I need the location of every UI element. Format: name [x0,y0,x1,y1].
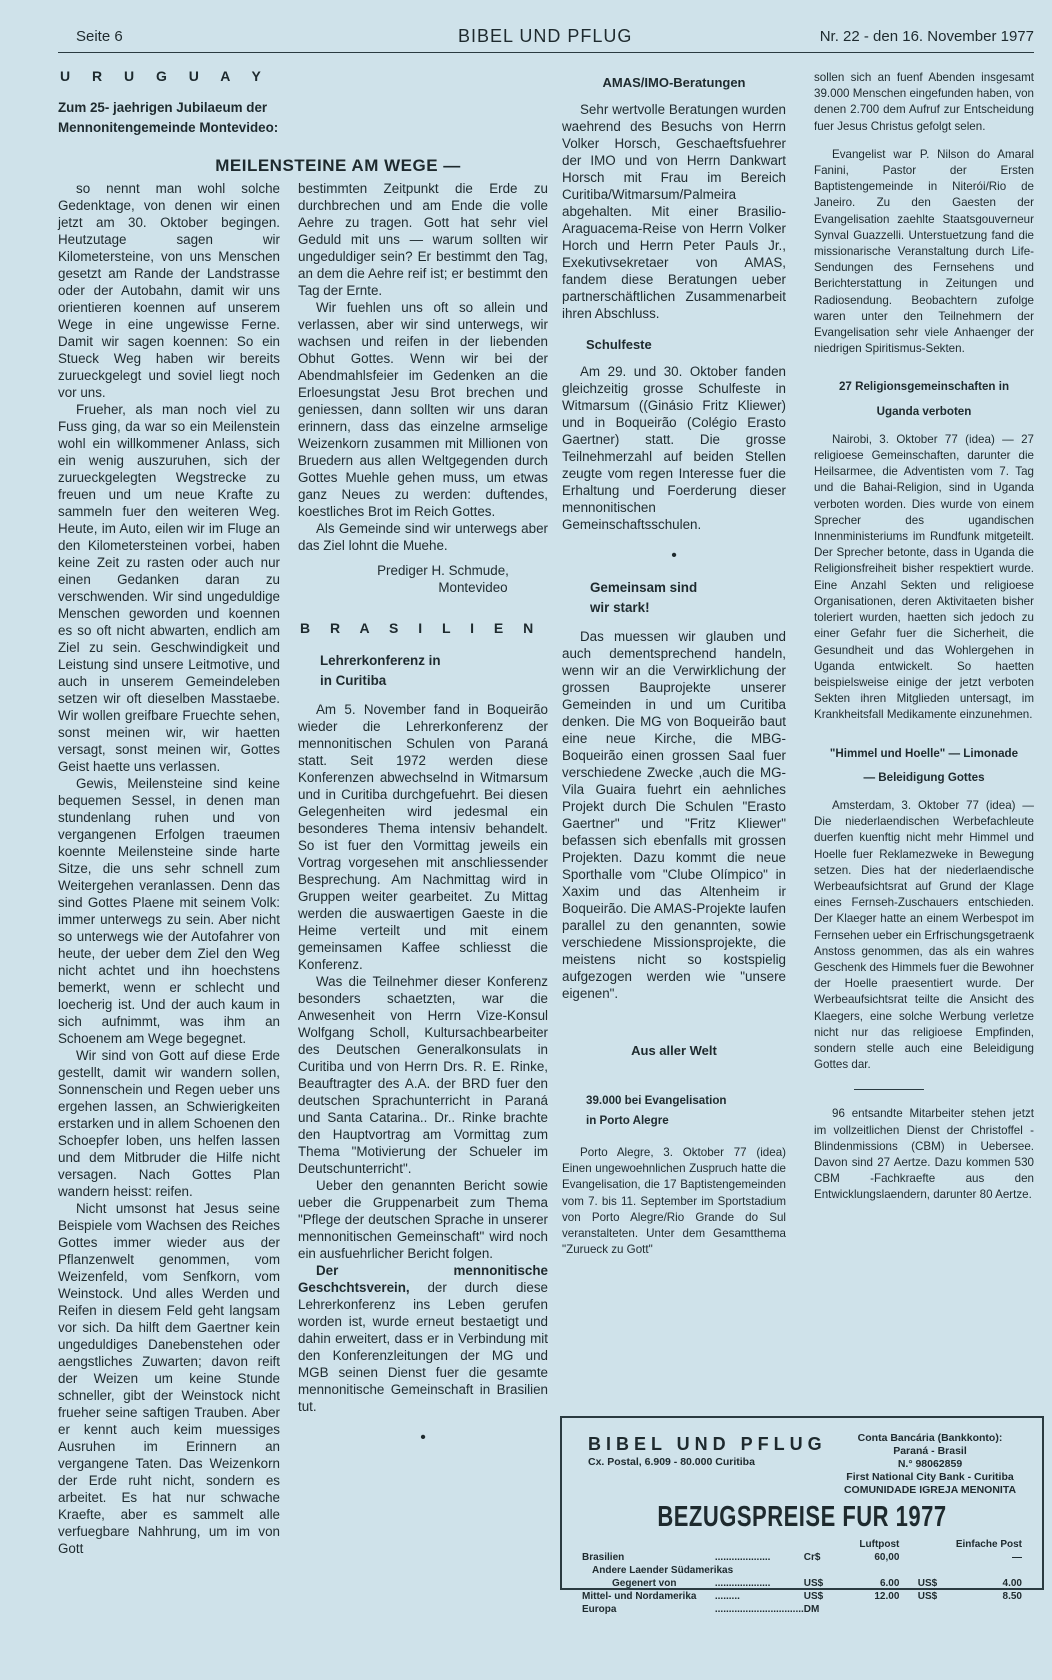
region-label: Gegenert von [612,1578,677,1589]
uganda-heading-2: Uganda verboten [876,404,972,418]
paragraph: bestimmten Zeitpunkt die Erde zu durchbrechen und am Ende die volle Aehre zu tragen. Gott hat sehr viel Geduld mit uns — warum sollten wir ungeduldiger sein? Er bestimmt den Tag, an dem die Aehre reif ist; er bestimmt den Tag der Ernte. [298,181,548,298]
region-label: Mittel- und Nordamerika [582,1591,697,1602]
account-name: COMUNIDADE IGREJA MENONITA [843,1484,1017,1496]
paragraph: Am 29. und 30. Oktober fanden gleichzeitig grosse Schulfeste in Witmarsum ((Ginásio Fritz Kliewer) und in Boqueirão (Colégio Erasto Gaertner) statt. Die grosse Teilnehmerzahl auf beiden Stellen zeugte vom regen Interesse fuer die Erhaltung und Foerderung dieser mennonitischen Gemeinschaftsschulen. [562,364,786,532]
price-row [582,1603,1022,1616]
author-signature [298,562,548,596]
paragraph: so nennt man wohl solche Gedenktage, von denen wir einen jetzt am 30. Oktober begingen. Heutzutage sagen wir Kilometersteine, von uns Menschen gesetzt am Rande der Landstrasse oder der Autobahn, damit wir uns orientieren koennen auf unserem Wege in eine ungewisse Ferne. Damit wir sagen koennen: So ein Stueck Weg haben wir bereits zurueckgelegt und soviel liegt noch vor uns. [58,181,280,400]
paragraph: Frueher, als man noch viel zu Fuss ging, da war so ein Meilenstein wohl ein willkommener Anlass, sich ein wenig auszuruhen, sich der zurueckgelegten Wegstrecke zu freuen und um neue Krafte zu sammeln fuer den weiteren Weg. Heute, im Auto, eilen wir im Fluge an den Kilometersteinen vorbei, haben keine Zeit zu rasten oder auch nur einen Gedanken daran zu verschwenden. Wir sind ungeduldige Menschen geworden und koennen es so oft nicht abwarten, endlich am Ziel zu sein. Geschwindigkeit und Leistung sind unsere Leitmotive, und auch in unserem Gemeindeleben setzen wir oft dieselben Masstaebe. Wir wollen greifbare Fruechte sehen, sonst meinen wir, wir haetten versagt, sonst meinen wir, Gottes Geist haette uns verlassen. [58,402,280,774]
himmel-heading-2: — Beleidigung Gottes [863,770,985,784]
paragraph: Gewis, Meilensteine sind keine bequemen Sessel, in denen man stundenlang ruhen und von vergangenen Erfolgen traeumen koennte Meilensteine sinde harte Sitze, die uns sehr schnell zum Weitergehen veranlassen. Denn das sind Gottes Plaene mit seinem Volk: immer unterwegs zu sein. Aber nicht so unterwegs wie der Autofahrer von heute, der ueber dem Ziel den Weg nicht achtet und ihn hoechstens bemerkt, wenn er schlecht und loecherig ist. Und der auch kaum in sich aufnimmt, was ihm an Schoenem am Wege begegnet. [58,776,280,1046]
currency: US$ [803,1578,824,1589]
himmel-heading-1: "Himmel und Hoelle" — Limonade [829,746,1019,760]
column-four [814,70,1034,1204]
uganda-heading-1: 27 Religionsgemeinschaften in [838,380,1010,394]
end-dot: • [420,1429,426,1446]
brasilien-subtitle-1: Lehrerkonferenz in [320,653,441,668]
divider-rule [854,1089,924,1090]
paragraph: Amsterdam, 3. Oktober 77 (idea) — Die niederlaendischen Werbefachleute duerfen kuenftig nicht mehr Himmel und Hoelle fuer Reklamezweke in Bewegung setzen. Dies hat der niederlaendische Werbeaufsichtsrat auf Grund der Klage eines Fernseh-Zuschauers entschieden. Der Klaeger hatte an einem Werbespot im Fernsehen ueber ein Erfrischungsgetraenk Anstoss genommen, das als ein wahres Geschenk des Himmels fuer die Bewohner der Hoelle praesentiert wurde. Der Werbeaufsichtsrat teilte die Ansicht des Klaegers, eine solche Werbung verletze nicht nur das religioese Empfinden, sondern stelle auch eine Beleidigung Gottes dar. [814,798,1034,1072]
price-row [582,1577,1022,1590]
paragraph: Ueber den genannten Bericht sowie ueber die Gruppenarbeit zum Thema "Pflege der deutschen Sprache in unserer mennonitischen Gemeinschaft" wird noch ein ausfuehrlicher Bericht folgen. [298,1178,548,1261]
article-headline: MEILENSTEINE AM WEGE — [215,156,461,175]
price-einfache: 4.00 [1002,1578,1022,1589]
porto-alegre-heading-1: 39.000 bei Evangelisation [586,1094,727,1107]
currency: DM [803,1604,820,1615]
page-number: Seite 6 [76,28,123,45]
paragraph: Wir fuehlen uns oft so allein und verlassen, aber wir sind unterwegs, wir wachsen und reifen in der liebenden Obhut Gottes. Wenn wir bei der Abendmahlsfeier im Gedenken an die Erloesungstat Jesu Brot brechen und geniessen, dann sollten wir uns daran erinnern, dass das einzelne armselige Weizenkorn zusammen mit Millionen von Bruedern aus allen Weltgegenden durch Gottes Muehle gehen muss, um etwas ganz Neues zu werden: duftendes, koestliches Brot im Reich Gottes. [298,300,548,519]
verein-text: der durch diese Lehrerkonferenz ins Leben gerufen worden ist, wurde erneut bestaetigt und dahin erweitert, dass er in Verbindung mit den Konferenzleitungen der MG und MGB seinen Dienst fuer die gesamte mennonitische Gemeinschaft in Brasilien tut. [298,1280,548,1414]
paragraph: Sehr wertvolle Beratungen wurden waehrend des Besuchs von Herrn Volker Horsch, Geschaeftsfuehrer der IMO und von Herrn Dankwart Horsch mit Frau im Bereich Curitiba/Witmarsum/Palmeira abgehalten. Mit einer Brasilio-Araguacema-Reise von Herrn Volker Horch und Herrn Peter Pauls Jr., Exekutivsekretaer von AMAS, fandem diese Beratungen ueber partnerschäftlichen Zusammenarbeit ihren Abschluss. [562,102,786,321]
col-luftpost: Luftpost [859,1539,900,1550]
porto-alegre-heading-2: in Porto Alegre [586,1114,669,1127]
section-kicker-brasilien: B R A S I L I E N [300,620,542,636]
currency: US$ [917,1578,938,1589]
currency: US$ [803,1591,824,1602]
paragraph: Nairobi, 3. Oktober 77 (idea) — 27 religioese Gemeinschaften, darunter die Heilsarmee, die Adventisten vom 7. Tag und die Bahai-Religion, sind in Uganda verboten worden. Dies wurde von einem Sprecher des ugandischen Innenministeriums im Rundfunk mitgeteilt. Der Sprecher betonte, dass in Uganda die Religionsfreiheit bisher respektiert wurde. Eine Anzahl Sekten und religioese Organisationen, deren Aktivitaeten bisher toleriert wurden, haetten sich jedoch zu einer Gefahr fuer die Sicherheit, die Gesundheit und das Wohlergehen in Uganda entwickelt. So haetten beispielsweise einige der jetzt verboten Sekten ihren Mitglieden untersagt, im Krankheitsfall Medikamente einzunehmen. [814,432,1034,722]
price-table [582,1538,1022,1616]
postal-address: Cx. Postal, 6.909 - 80.000 Curitiba [588,1456,755,1468]
subscription-box [560,1416,1044,1615]
gemeinsam-heading-2: wir stark! [590,600,650,615]
region-label: Andere Laender Südamerikas [592,1565,734,1576]
separator-dot: • [671,547,677,564]
author-name: Prediger H. Schmude, [377,563,509,578]
leader-dots: ................................ [714,1604,804,1615]
article-column-b [298,180,548,1460]
uruguay-article [58,68,578,1556]
box-title: BIBEL UND PFLUG [588,1434,827,1454]
region-label: Brasilien [582,1552,625,1563]
price-einfache [937,1603,1022,1616]
paragraph: sollen sich an fuenf Abenden insgesamt 39.000 Menschen eingefunden haben, von denen 2.700 dem Aufruf zur Entscheidung fuer Jesus Christus gefolgt selen. [814,71,1034,133]
section-kicker-uruguay: U R U G U A Y [60,68,270,84]
paragraph: Am 5. November fand in Boqueirão wieder die Lehrerkonferenz der mennonitischen Schulen von Paraná statt. Seit 1972 werden diese Konferenzen abwechselnd in Witmarsum und in Curitiba durchgefuehrt. Bei diesen Gelegenheiten wird jedesmal ein besonderes Thema intensiv behandelt. So ist fuer den Vormittag jeweils ein Vortrag vorgesehen mit anschliessender Besprechung. Am Nachmittag wird in Gruppen weiter gearbeitet. Zu Mittag werden die auswaertigen Gaeste in die Heime verteilt und mit einem gemeinsamen Kaffee schliesst die Konferenz. [298,702,548,972]
brasilien-article [298,620,548,1446]
price-luftpost [833,1603,900,1616]
account-number: N.° 98062859 [897,1458,963,1470]
schulfeste-heading: Schulfeste [586,337,652,352]
account-place: Paraná - Brasil [893,1445,967,1457]
account-bank: First National City Bank - Curitiba [846,1471,1014,1483]
paragraph: Nicht umsonst hat Jesus seine Beispiele vom Wachsen des Reiches Gottes immer wieder aus der Pflanzenwelt genommen, vom Weizenfeld, vom Senfkorn, vom Weinstock. Und alles Werden und Reifen in diesem Feld geht langsam vor sich. Da hilft dem Gaertner kein ungeduldiges Danebenstehen oder aengstliches Zuwarten; davon reift der Weizen um keine Stunde schneller, gibt der Weinstock nicht frueher seine saftigen Trauben. Aber er kennt auch keim muessiges Ausruhen im Erinnern an vergangene Taten. Das Weizenkorn der Erde ruht nicht, sondern es arbeitet. Es hat nur schwache Kraefte, aber es sammelt alle verfuegbare Nahhrung, um im von Gott [58,1201,280,1556]
col-einfache-post: Einfache Post [955,1539,1022,1550]
paragraph: Wir sind von Gott auf diese Erde gestellt, damit wir wandern sollen, Sonnenschein und Regen ueber uns ergehen lassen, an Schwierigkeiten erstarken und in allem Schoenen den Schoepfer loben, uns helfen lassen und dem Mitbruder die Hilfe nicht versagen. Nach Gottes Plan wandern heisst: reifen. [58,1048,280,1199]
price-row [582,1551,1022,1564]
currency [899,1551,937,1564]
leader-dots: .................... [714,1578,771,1589]
price-einfache: 8.50 [1002,1591,1022,1602]
article-subtitle-1: Zum 25- jaehrigen Jubilaeum der [58,100,268,115]
issue-date: Nr. 22 - den 16. November 1977 [819,28,1034,45]
page-header [58,22,1034,53]
paragraph: Als Gemeinde sind wir unterwegs aber das Ziel lohnt die Muehe. [298,521,548,553]
price-banner: BEZUGSPREISE FUR 1977 [657,1500,947,1533]
paragraph: 96 entsandte Mitarbeiter stehen jetzt im vollzeitlichen Dienst der Christoffel -Blindenmissions (CBM) in Uebersee. Davon sind 27 Aertze. Dazu kommen 530 CBM -Fachkraefte aus den Entwicklungslaendern, darunter 80 Aertze. [814,1107,1034,1202]
paragraph: Evangelist war P. Nilson do Amaral Fanini, Pastor der Ersten Baptistengemeinde in Niterói/Rio de Janeiro. Zu den Gaesten der Evangelisation zaehlte Staatsgouverneur Synval Guazzelli. Unterstuetzung fand die missionarische Veranstaltung durch Life-Sendungen des Fernsehens und Berichterstattung in Zeitungen und Radiosendung. Beobachtern zufolge waren unter den Teilnehmern der Evangelisation sehr viele Anhaenger der niedrigen Spiritismus-Sekten. [814,147,1034,356]
price-luftpost: 60,00 [874,1552,900,1563]
amas-heading: AMAS/IMO-Beratungen [602,75,746,90]
price-luftpost: 12.00 [874,1591,900,1602]
author-place: Montevideo [438,580,508,595]
leader-dots: ......... [714,1591,740,1602]
paragraph [298,1262,548,1415]
brasilien-subtitle-2: in Curitiba [320,673,387,688]
paragraph: Was die Teilnehmer dieser Konferenz besonders schaetzten, war die Anwesenheit von Herrn Vize-Konsul Wolfgang Scholl, Kultursachbearbeiter des Deutschen Generalkonsulats in Curitiba und von Herrn Drs. R. E. Rinke, Beauftragter des A.A. der BRD fuer den deutschen Sprachunterricht in Paraná und Santa Catarina.. Dr.. Rinke brachte den Hauptvortrag am Vormittag zum Thema "Motivierung der Schueler im Deutschunterricht". [298,974,548,1176]
bank-account [830,1432,1030,1497]
price-einfache: — [1012,1552,1022,1563]
masthead-title: BIBEL UND PFLUG [458,26,633,46]
verein-bold: Der mennonitische Geschchtsverein, [298,1263,548,1295]
leader-dots: .................... [714,1552,771,1563]
currency: US$ [917,1591,938,1602]
paragraph: Porto Alegre, 3. Oktober 77 (idea) Einen ungewoehnlichen Zuspruch hatte die Evangelisation, die 17 Baptistengemeinden vom 7. bis 11. September im Sportstadium von Porto Alegre/Rio Grande do Sul veranstalteten. Unter dem Gesamtthema "Zurueck zu Gott" [562,1146,786,1257]
currency: Cr$ [803,1552,821,1563]
article-column-a [58,180,280,1557]
column-three [562,68,786,1258]
price-row [582,1564,1022,1577]
region-label: Europa [582,1604,617,1615]
aus-aller-welt-heading: Aus aller Welt [631,1043,717,1058]
currency [899,1603,937,1616]
paragraph: Das muessen wir glauben und auch dementsprechend handeln, wenn wir an die Verwirklichung der grossen Bauprojekte unserer Gemeinden in und um Curitiba denken. Die MG von Boqueirão baut eine neue Kirche, die MBG-Boqueirão einen grossen Saal fuer verschiedene Zwecke ,auch die MG-Vila Guaira fuehrt ein aehnliches Projekt durch Die Schulen "Erasto Gaertner" und "Fritz Kliewer" befassen sich ebenfalls mit grossen Projekten. Dazu kommt die neue Sporthalle vom "Clube Olímpico" in Xaxim und das Altenheim ir Boqueirão. Die AMAS-Projekte laufen parallel zu den genannten, sowie verschiedene Missionsprojekte, die meistens nicht so kostspielig aufgezogen werden wie "unsere eigenen". [562,629,786,1001]
price-luftpost: 6.00 [879,1578,900,1589]
price-header-row [582,1538,1022,1551]
gemeinsam-heading-1: Gemeinsam sind [590,580,698,595]
article-subtitle-2: Mennonitengemeinde Montevideo: [58,120,279,135]
account-label: Conta Bancária (Bankkonto): [857,1432,1003,1444]
price-row [582,1590,1022,1603]
